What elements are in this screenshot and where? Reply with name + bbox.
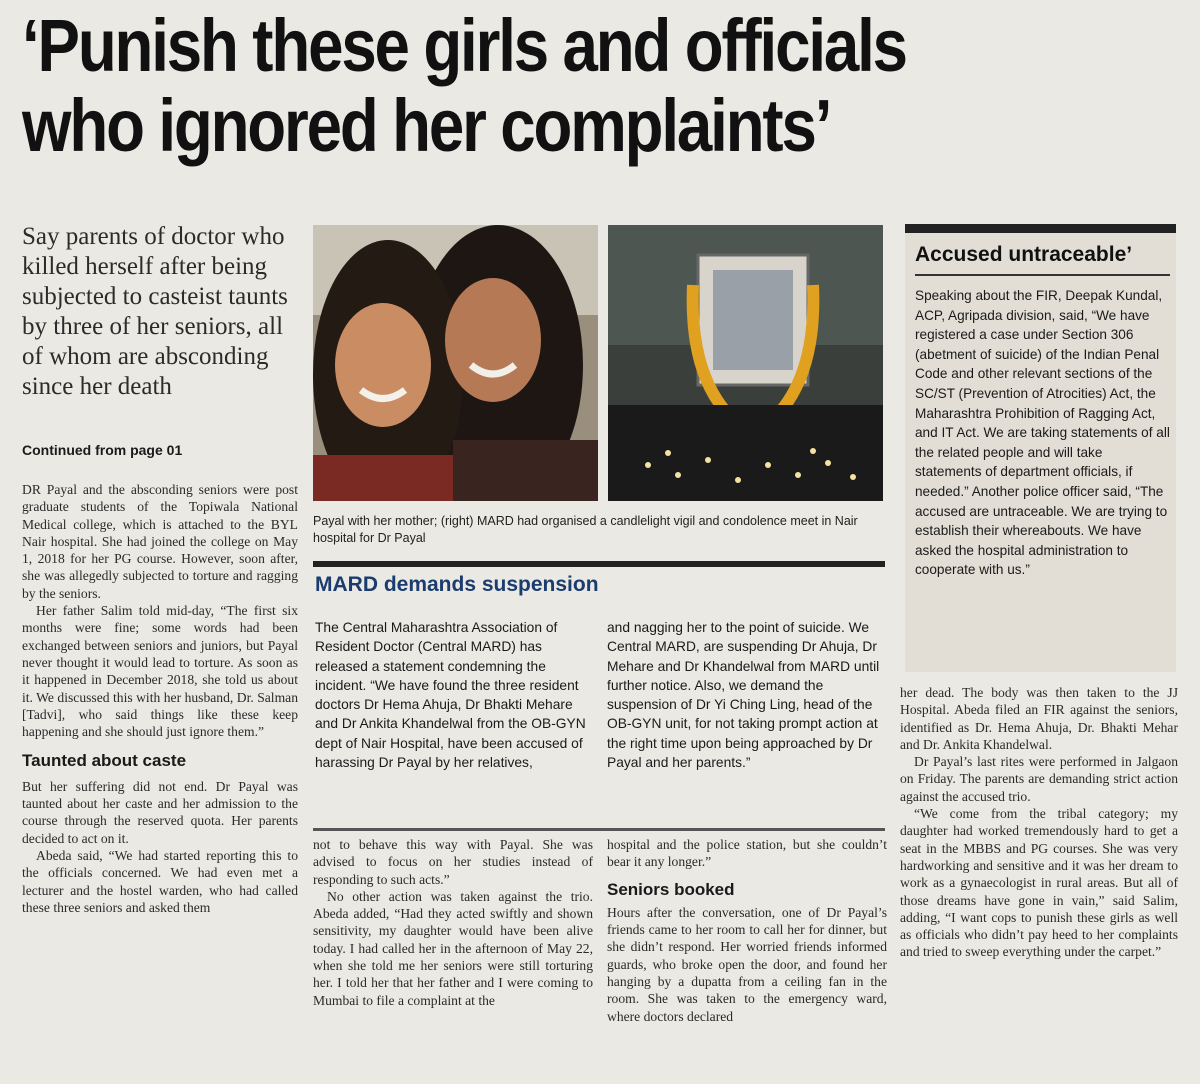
subhead-seniors-booked: Seniors booked (607, 879, 735, 899)
standfirst: Say parents of doctor who killed herself after being subjected to casteist taunts by three of her seniors, all of whom are absconding since her death (22, 223, 288, 400)
mard-text-left: The Central Maharashtra Association of Resident Doctor (Central MARD) has released a statement condemning the incident. “We have found the three resident doctors Dr Hema Ahuja, Dr Bhakti Mehare and Dr Ankita Khandelwal from the OB-GYN dept of Nair Hospital, have been accused of harassing Dr Payal by her relatives, (315, 620, 586, 771)
sidebar-heading-rule (915, 274, 1170, 276)
column-3 (607, 836, 887, 1025)
col1-paragraph-1: DR Payal and the absconding seniors were post graduate students of the Topiwala National Medical college, which is attached to the BYL Nair hospital. She had joined the college on May 1, 2018 for her PG course. However, soon after, she was allegedly subjected to torture and ragging by the seniors. (22, 482, 298, 601)
headline-line-1: ‘Punish these girls and officials (22, 4, 906, 87)
mard-heading: MARD demands suspension (315, 573, 599, 596)
col4-paragraph-1: her dead. The body was then taken to the JJ Hospital. Abeda filed an FIR against the seniors, identified as Dr. Hema Ahuja, Dr. Bhakti Mehar and Dr. Ankita Khandelwal. (900, 685, 1178, 752)
sidebar-top-rule (905, 224, 1176, 233)
sidebar-text: Speaking about the FIR, Deepak Kundal, ACP, Agripada division, said, “We have registered a case under Section 306 (abetment of suicide) of the Indian Penal Code and other relevant sections of the SC/ST (Prevention of Atrocities) Act, the Maharashtra Prohibition of Ragging Act, and IT Act. We are taking statements of all the related people and will take statements of department officials, if needed.” Another police officer said, “The accused are untraceable. We are trying to establish their whereabouts. We have asked the hospital administration to cooperate with us.” (915, 288, 1170, 578)
col4-paragraph-2: Dr Payal’s last rites were performed in Jalgaon on Friday. The parents are demanding strict action against the accused trio. (900, 754, 1178, 804)
photo-payal-with-mother (313, 225, 598, 501)
continued-from-label: Continued from page 01 (22, 442, 183, 458)
col3-paragraph-1: hospital and the police station, but she couldn’t bear it any longer.” (607, 837, 887, 870)
col4-paragraph-3: “We come from the tribal category; my daughter had worked tremendously hard to get a seat in the MBBS and PG courses. She was very hardworking and sensitive and it was her dream to work as a gynaecologist in rural areas. But all of those dreams have gone in vain,” said Salim, adding, “I want cops to punish these girls as well as officials who didn’t pay heed to her complaints and tried to sweep everything under the carpet.” (900, 806, 1178, 960)
subhead-taunted: Taunted about caste (22, 751, 187, 771)
mard-top-rule (313, 561, 885, 567)
photo-caption: Payal with her mother; (right) MARD had organised a candlelight vigil and condolence meet in Nair hospital for Dr Payal (313, 514, 858, 545)
mard-text-right: and nagging her to the point of suicide. We Central MARD, are suspending Dr Ahuja, Dr Mehare and Dr Khandelwal from MARD until further notice. Also, we demand the suspension of Dr Yi Ching Ling, head of the OB-GYN unit, for not taking prompt action at the right time upon being approached by Dr Payal and her parents.” (607, 620, 880, 771)
mard-bottom-rule (313, 828, 885, 831)
col1-paragraph-4: Abeda said, “We had started reporting this to the officials concerned. We had even met a lecturer and the hostel warden, who had called these three seniors and asked them (22, 847, 298, 915)
col1-paragraph-3: But her suffering did not end. Dr Payal was taunted about her caste and her admission to the course through the reserved quota. Her parents decided to act on it. (22, 778, 298, 846)
column-2 (313, 836, 593, 1009)
photo-candlelight-vigil (608, 225, 883, 501)
headline-line-2: who ignored her complaints’ (22, 84, 831, 167)
sidebar-heading: Accused untraceable’ (915, 243, 1133, 266)
column-4 (900, 684, 1178, 961)
col2-paragraph-2: No other action was taken against the trio. Abeda added, “Had they acted swiftly and shown sensitivity, my daughter would have been alive today. I had called her in the afternoon of May 22, when she told me her seniors were still torturing her. I told her that her father and I were coming to Mumbai to file a complaint at the (313, 888, 593, 1008)
col3-paragraph-2: Hours after the conversation, one of Dr Payal’s friends came to her room to call her for dinner, but she didn’t respond. Her worried friends informed guards, who broke open the door, and found her hanging by a dupatta from a ceiling fan in the room. She was taken to the emergency ward, where doctors declared (607, 904, 887, 1024)
headline (22, 6, 1028, 166)
col1-paragraph-2: Her father Salim told mid-day, “The first six months were fine; some words had been exchanged between seniors and juniors, but Payal never thought it would lead to torture. As soon as it happened in December 2018, she told us about it. We discussed this with her husband, Dr. Salman [Tadvi], who said things like these keep happening and she should just ignore them.” (22, 603, 298, 740)
column-1 (22, 481, 298, 916)
col2-paragraph-1: not to behave this way with Payal. She was advised to focus on her studies instead of responding to such acts.” (313, 837, 593, 887)
